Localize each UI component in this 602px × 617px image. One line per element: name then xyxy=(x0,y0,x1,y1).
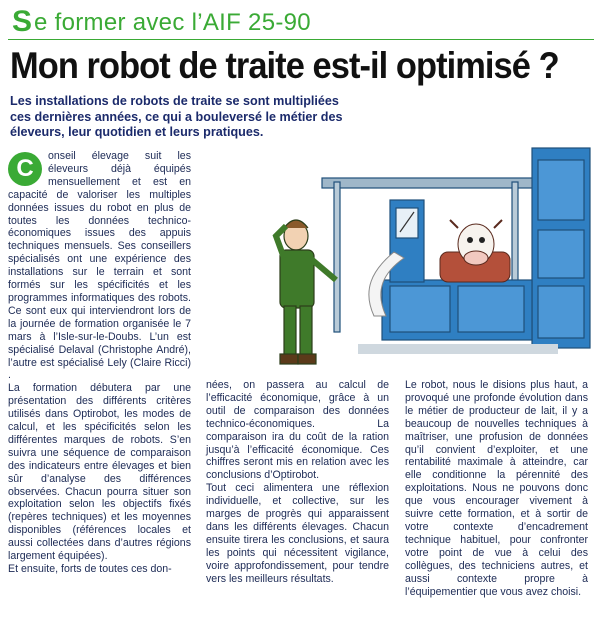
col2-paragraph: Tout ceci alimentera une réflexion individuelle, et collective, sur les marges de progrès qui apparaissent dans les différents élevages. Chacun ensuite tirera les conclusions, et saura les points qui nécessitent vigilance, voire approfondissement, pour tendre vers les meilleurs résultats. xyxy=(206,482,389,585)
floor-shadow xyxy=(358,344,558,354)
col1-paragraph: onseil élevage suit les éleveurs déjà équipés mensuellement et est en capacité de valoriser les multiples données issues du robot en plus de toutes les données technico-économiques issues des appuis techniques mensuels. Ses conseillers spécialisés ont une expérience des installations sur le terrain et sont formés sur les spécificités et les programmes informatiques des robots. Ce sont eux qui interviendront lors de la journée de formation organisée le 7 mars à l’Isle-sur-le-Doubs. L’un est spécialisé Delaval (Christophe André), l’autre est spécialisé Lely (Claire Ricci) . xyxy=(8,150,191,382)
column-1 xyxy=(8,150,191,576)
col1-paragraph: Et ensuite, forts de toutes ces don- xyxy=(8,563,172,575)
dropcap-letter: C xyxy=(16,155,34,182)
kicker-initial: S xyxy=(12,5,33,38)
milking-robot-illustration xyxy=(262,140,594,370)
robot-control-unit xyxy=(390,200,424,282)
column-2 xyxy=(206,379,389,586)
col2-paragraph: nées, on passera au calcul de l’efficacité économique, grâce à un outil de comparaison des données technico-économiques. La comparaison ira du coût de la ration jusqu’à l’efficacité économique. Ces chiffres seront mis en relation avec les conclusions d’Optirobot. xyxy=(206,379,389,482)
article-headline: Mon robot de traite est-il optimisé ? xyxy=(10,45,559,86)
dropcap-circle xyxy=(8,152,42,186)
section-kicker xyxy=(8,5,594,40)
col1-paragraph: La formation débutera par une présentation des différents critères utilisés dans Optirobot, les modes de calcul, et les spécificités selon les différentes marques de robots. S’en suivra une séquence de comparaison des indicateurs entre élevages et bien sûr d’analyse des différences observées. Chacun pourra situer son exploitation selon les objectifs fixés (repères techniques) et les moyennes disponibles (références locales et aussi collectées dans d’autres régions largement équipées). xyxy=(8,382,191,563)
column-3 xyxy=(405,379,588,598)
article-lead: Les installations de robots de traite se sont multipliées ces dernières années, ce qui a bouleversé le métier des éleveurs, leur quotidien et leurs pratiques. xyxy=(10,94,343,140)
farmer-drawing xyxy=(276,220,336,364)
cow-drawing xyxy=(440,220,510,282)
robot-frame xyxy=(322,148,590,348)
kicker-text: e former avec l’AIF 25-90 xyxy=(34,9,311,36)
col3-paragraph: Le robot, nous le disions plus haut, a provoqué une profonde évolution dans le métier de producteur de lait, il y a beaucoup de nouvelles techniques à maîtriser, une profusion de données qu’il convient d’exploiter, et une rentabilité maximale à atteindre, car elle conditionne la pérennité des exploitations. Nous ne pouvons donc que vous encourager vivement à suivre cette formation, et à sortir de votre contexte d’encadrement technique habituel, pour confronter votre point de vue à celui des collègues, des techniciens autres, et aussi contexte propre à l’équipementier que vous avez choisi. xyxy=(405,379,588,598)
